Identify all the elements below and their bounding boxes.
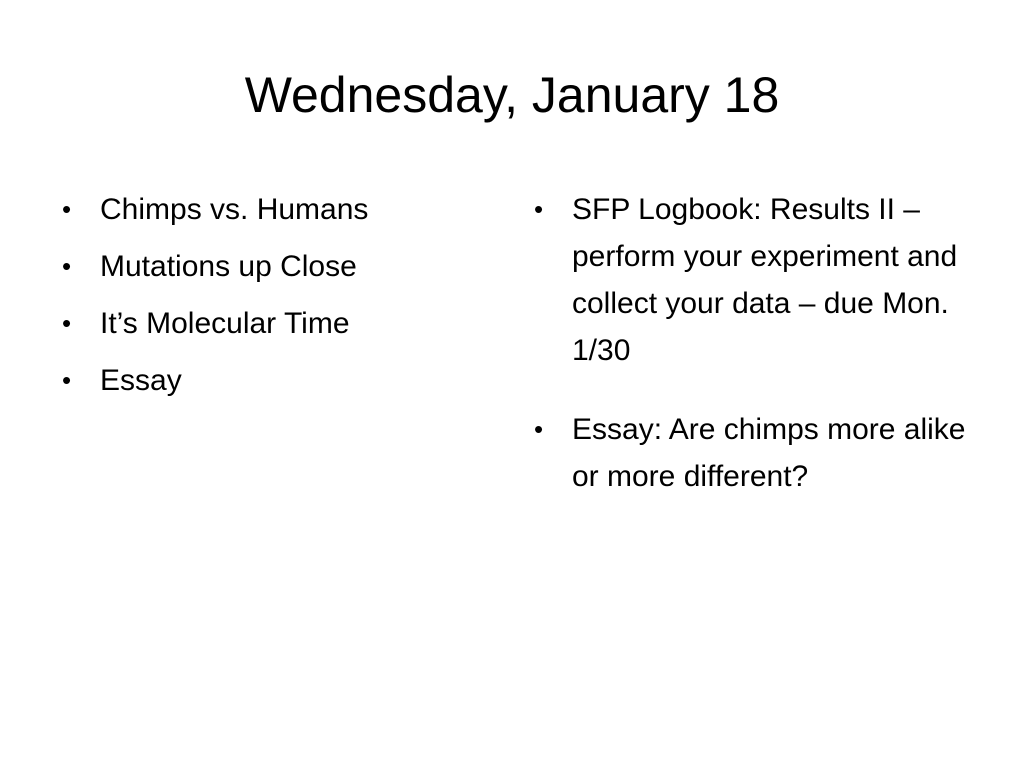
list-item-text: SFP Logbook: Results II – perform your experiment and collect your data – due Mon. 1/30 (572, 193, 958, 367)
left-bullet-list (56, 186, 476, 404)
list-item (528, 186, 968, 374)
list-item (56, 243, 476, 290)
bullet-icon: • (534, 414, 544, 444)
list-item (56, 186, 476, 233)
list-item-text: Essay (100, 364, 182, 397)
bullet-icon: • (62, 251, 72, 281)
list-item (528, 406, 968, 500)
bullet-icon: • (62, 308, 72, 338)
left-column (56, 186, 476, 414)
list-item (56, 300, 476, 347)
bullet-icon: • (534, 194, 544, 224)
list-item-text: Essay: Are chimps more alike or more different? (572, 413, 966, 493)
slide-title: Wednesday, January 18 (244, 67, 780, 123)
list-item (56, 357, 476, 404)
list-item-text: It’s Molecular Time (100, 307, 350, 340)
right-column (528, 186, 968, 532)
list-item-text: Chimps vs. Humans (100, 193, 369, 226)
bullet-icon: • (62, 365, 72, 395)
bullet-icon: • (62, 194, 72, 224)
right-bullet-list (528, 186, 968, 500)
list-item-text: Mutations up Close (100, 250, 357, 283)
